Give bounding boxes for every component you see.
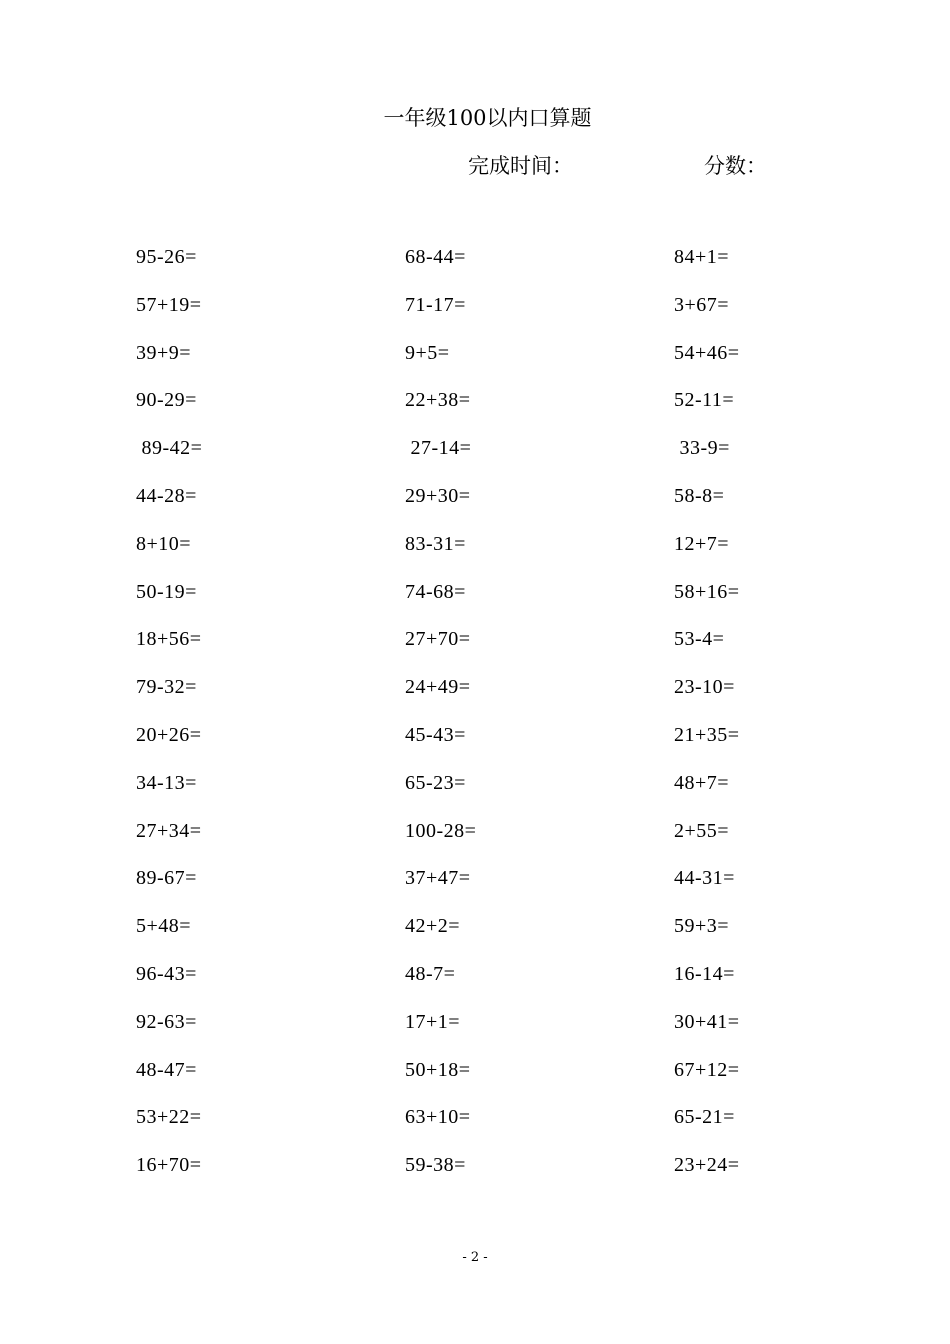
math-problem: 27-14= xyxy=(405,437,472,460)
math-problem: 48+7= xyxy=(674,771,730,794)
math-problem: 84+1= xyxy=(674,246,730,268)
math-problem: 48-47= xyxy=(136,1058,197,1081)
math-problem: 67+12= xyxy=(674,1058,740,1081)
math-problem: 90-29= xyxy=(136,389,197,412)
math-problem: 63+10= xyxy=(405,1106,471,1129)
math-problem: 34-13= xyxy=(136,771,197,794)
problem-row xyxy=(0,724,950,772)
problem-row xyxy=(0,342,950,390)
math-problem: 29+30= xyxy=(405,484,471,507)
math-problem: 65-23= xyxy=(405,771,466,794)
math-problem: 95-26= xyxy=(136,246,197,268)
math-problem: 53+22= xyxy=(136,1106,202,1129)
problem-row xyxy=(0,389,950,437)
math-problem: 44-28= xyxy=(136,484,197,507)
math-problem: 71-17= xyxy=(405,293,466,316)
math-problem: 18+56= xyxy=(136,628,202,651)
math-problem: 58-8= xyxy=(674,484,725,507)
math-problem: 53-4= xyxy=(674,628,725,651)
math-problem: 27+70= xyxy=(405,628,471,651)
math-problem: 52-11= xyxy=(674,389,735,412)
math-problem: 50+18= xyxy=(405,1058,471,1081)
math-problem: 2+55= xyxy=(674,819,730,842)
problem-row xyxy=(0,485,950,533)
math-problem: 59+3= xyxy=(674,915,730,938)
math-problem: 42+2= xyxy=(405,915,461,938)
math-problem: 54+46= xyxy=(674,341,740,364)
math-problem: 16+70= xyxy=(136,1154,202,1177)
math-problem: 83-31= xyxy=(405,532,466,555)
math-problem: 96-43= xyxy=(136,962,197,985)
math-problem: 48-7= xyxy=(405,962,456,985)
problem-row xyxy=(0,1154,950,1202)
problem-row xyxy=(0,915,950,963)
math-problem: 65-21= xyxy=(674,1106,735,1129)
problem-row xyxy=(0,246,950,294)
math-problem: 20+26= xyxy=(136,723,202,746)
problem-row xyxy=(0,533,950,581)
score-label: 分数： xyxy=(704,154,767,178)
math-problem: 44-31= xyxy=(674,867,735,890)
problem-row xyxy=(0,628,950,676)
page-number: - 2 - xyxy=(462,1250,488,1265)
math-problem: 3+67= xyxy=(674,293,730,316)
problem-grid xyxy=(0,246,950,1202)
math-problem: 45-43= xyxy=(405,723,466,746)
math-problem: 16-14= xyxy=(674,962,735,985)
problem-row xyxy=(0,772,950,820)
math-problem: 79-32= xyxy=(136,676,197,699)
math-problem: 89-67= xyxy=(136,867,197,890)
problem-row xyxy=(0,676,950,724)
math-problem: 92-63= xyxy=(136,1010,197,1033)
math-problem: 89-42= xyxy=(136,437,203,460)
problem-row xyxy=(0,294,950,342)
math-problem: 100-28= xyxy=(405,819,477,842)
page-title: 一年级100以内口算题 xyxy=(383,106,592,130)
math-problem: 39+9= xyxy=(136,341,192,364)
math-problem: 24+49= xyxy=(405,676,471,699)
math-problem: 8+10= xyxy=(136,532,192,555)
math-problem: 23+24= xyxy=(674,1154,740,1177)
math-problem: 74-68= xyxy=(405,580,466,603)
math-problem: 57+19= xyxy=(136,293,202,316)
problem-row xyxy=(0,1106,950,1154)
math-problem: 33-9= xyxy=(674,437,730,460)
problem-row xyxy=(0,820,950,868)
math-problem: 68-44= xyxy=(405,246,466,268)
math-problem: 17+1= xyxy=(405,1010,461,1033)
problem-row xyxy=(0,867,950,915)
math-problem: 9+5= xyxy=(405,341,450,364)
math-problem: 27+34= xyxy=(136,819,202,842)
problem-row xyxy=(0,1059,950,1107)
math-problem: 21+35= xyxy=(674,723,740,746)
math-problem: 23-10= xyxy=(674,676,735,699)
math-problem: 37+47= xyxy=(405,867,471,890)
math-problem: 5+48= xyxy=(136,915,192,938)
problem-row xyxy=(0,963,950,1011)
completion-time-label: 完成时间： xyxy=(468,154,573,178)
problem-row xyxy=(0,437,950,485)
math-problem: 50-19= xyxy=(136,580,197,603)
math-problem: 30+41= xyxy=(674,1010,740,1033)
math-problem: 22+38= xyxy=(405,389,471,412)
math-problem: 12+7= xyxy=(674,532,730,555)
math-problem: 59-38= xyxy=(405,1154,466,1177)
problem-row xyxy=(0,581,950,629)
math-problem: 58+16= xyxy=(674,580,740,603)
problem-row xyxy=(0,1011,950,1059)
